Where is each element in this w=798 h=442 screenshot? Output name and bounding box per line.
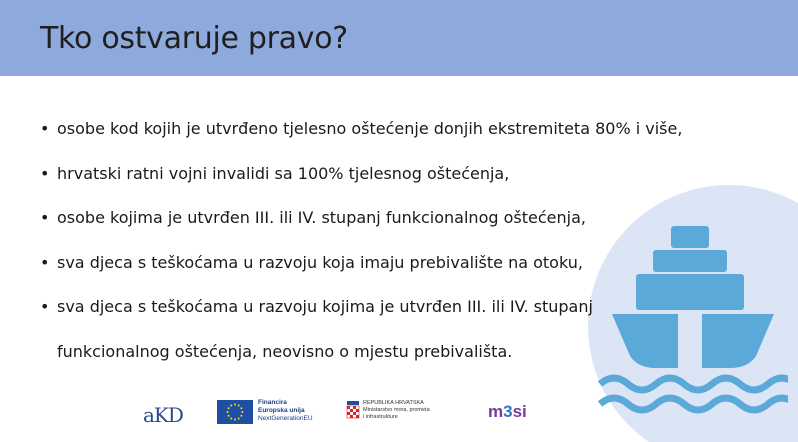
eu-line1: Financira [258, 399, 287, 406]
list-item [40, 252, 700, 297]
eu-line2: Europska unija [258, 407, 305, 414]
bullet-text: sva djeca s teškoćama u razvoju koja imaju prebivalište na otoku, [57, 252, 583, 272]
list-item [40, 118, 700, 163]
list-item [40, 163, 700, 208]
bullet-marker: • [40, 163, 50, 183]
bullet-marker: • [40, 252, 50, 272]
list-item [40, 207, 700, 252]
bullet-text: osobe kod kojih je utvrđeno tjelesno oštećenje donjih ekstremiteta 80% i više, [57, 119, 683, 138]
eu-line3: NextGenerationEU [258, 415, 313, 422]
bullet-list [40, 118, 700, 341]
ministry-text [363, 400, 430, 421]
bullet-continuation: funkcionalnog oštećenja, neovisno o mjestu prebivališta. [57, 342, 513, 361]
bullet-marker: • [40, 297, 50, 316]
ministry-line1: REPUBLIKA HRVATSKA [363, 400, 424, 406]
mosi-logo-part-b: 3 [503, 402, 513, 421]
bullet-text: hrvatski ratni vojni invalidi sa 100% tjelesnog oštećenja, [57, 163, 510, 183]
mosi-logo [488, 402, 527, 422]
mosi-logo-part-a: m [488, 402, 504, 421]
ministry-line3: i infrastrukture [363, 414, 398, 420]
bullet-marker: • [40, 208, 50, 227]
croatia-coat-of-arms-icon [346, 400, 360, 422]
akd-logo: aKD [143, 403, 183, 427]
list-item [40, 296, 700, 341]
mosi-logo-part-c: si [512, 402, 527, 421]
slide-title: Tko ostvaruje pravo? [40, 21, 348, 56]
ministry-line2: Ministarstvo mora, prometa [363, 407, 430, 413]
bullet-marker: • [40, 119, 50, 138]
eu-funding-text [258, 399, 313, 423]
eu-flag-icon [217, 400, 253, 424]
bullet-text: osobe kojima je utvrđen III. ili IV. stupanj funkcionalnog oštećenja, [57, 208, 586, 227]
bullet-text: sva djeca s teškoćama u razvoju kojima je utvrđen III. ili IV. stupanj [57, 297, 593, 316]
